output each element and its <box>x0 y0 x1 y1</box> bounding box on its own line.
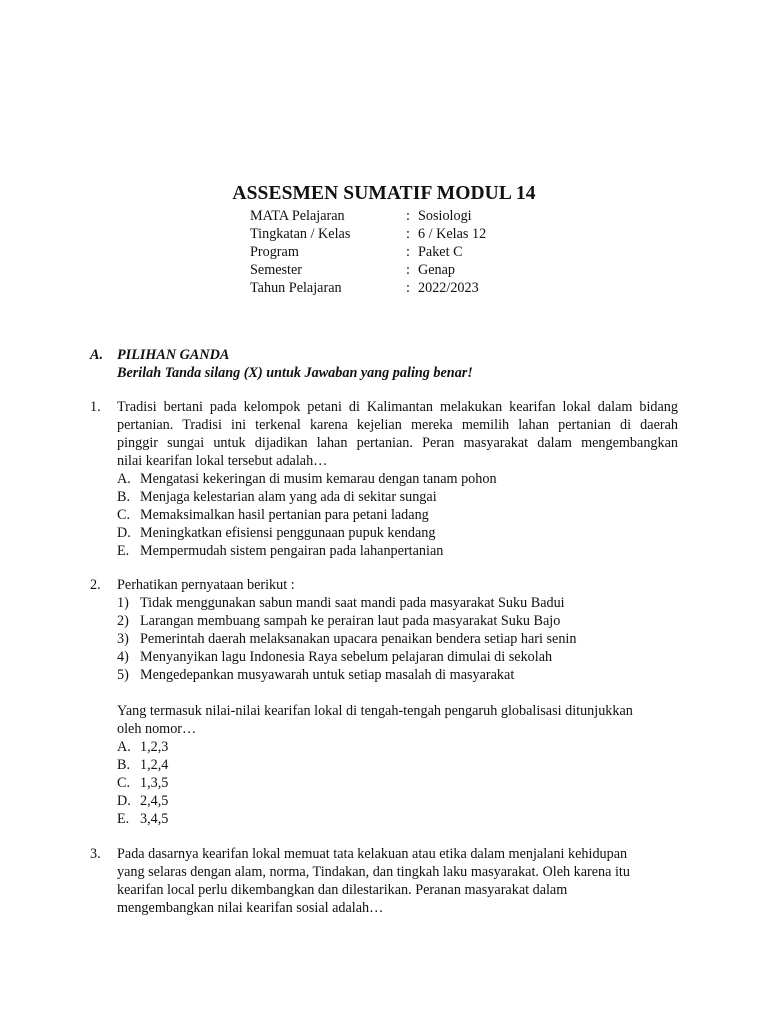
option-text: 3,4,5 <box>140 811 169 827</box>
stem-line: Tradisi bertani pada kelompok petani di Kalimantan melakukan kearifan lokal dalam bidang <box>117 399 678 415</box>
meta-colon: : <box>406 208 410 224</box>
meta-value: Paket C <box>418 244 463 260</box>
statement-text: Pemerintah daerah melaksanakan upacara penaikan bendera setiap hari senin <box>140 631 577 647</box>
option-text: Memaksimalkan hasil pertanian para petani ladang <box>140 507 429 523</box>
answer-option-a[interactable] <box>117 470 678 488</box>
stem-line: Yang termasuk nilai-nilai kearifan lokal di tengah-tengah pengaruh globalisasi ditunjukkan <box>117 703 633 719</box>
stem-line: kearifan local perlu dikembangkan dan dilestarikan. Peranan masyarakat dalam <box>117 882 568 898</box>
option-key: E. <box>117 543 130 559</box>
statement-item <box>117 630 678 648</box>
statement-item <box>117 594 678 612</box>
section-heading <box>90 346 680 364</box>
meta-value: Genap <box>418 262 456 278</box>
question-stem <box>117 702 678 738</box>
section-instruction: Berilah Tanda silang (X) untuk Jawaban yang paling benar! <box>117 365 473 381</box>
meta-label: Tahun Pelajaran <box>250 280 342 296</box>
question-body <box>117 398 678 560</box>
answer-option-c[interactable] <box>117 506 678 524</box>
statement-text: Larangan membuang sampah ke perairan laut pada masyarakat Suku Bajo <box>140 613 561 629</box>
meta-value: Sosiologi <box>418 208 472 224</box>
stem-line: oleh nomor… <box>117 721 197 737</box>
stem-line: Pada dasarnya kearifan lokal memuat tata kelakuan atau etika dalam menjalani kehidupan <box>117 846 628 862</box>
answer-option-a[interactable] <box>117 738 678 756</box>
meta-value: 6 / Kelas 12 <box>418 226 487 242</box>
option-key: B. <box>117 489 131 505</box>
statement-item <box>117 666 678 684</box>
meta-label: MATA Pelajaran <box>250 208 345 224</box>
question-3 <box>90 845 678 917</box>
option-key: D. <box>117 525 131 541</box>
document-title: ASSESMEN SUMATIF MODUL 14 <box>232 183 536 204</box>
question-intro: Perhatikan pernyataan berikut : <box>117 577 295 593</box>
meta-label: Program <box>250 244 299 260</box>
question-2 <box>90 576 678 828</box>
option-text: 1,2,4 <box>140 757 169 773</box>
statement-item <box>117 648 678 666</box>
meta-label: Semester <box>250 262 303 278</box>
question-number: 2. <box>90 577 101 593</box>
option-text: Menjaga kelestarian alam yang ada di sekitar sungai <box>140 489 437 505</box>
meta-colon: : <box>406 244 410 260</box>
option-text: Mempermudah sistem pengairan pada lahanpertanian <box>140 543 444 559</box>
statement-key: 4) <box>117 649 129 665</box>
statement-text: Mengedepankan musyawarah untuk setiap masalah di masyarakat <box>140 667 515 683</box>
option-key: D. <box>117 793 131 809</box>
option-text: 1,2,3 <box>140 739 169 755</box>
question-number: 3. <box>90 846 101 862</box>
spacer <box>117 684 678 702</box>
option-text: Mengatasi kekeringan di musim kemarau dengan tanam pohon <box>140 471 497 487</box>
question-stem <box>117 845 678 917</box>
section-title: PILIHAN GANDA <box>117 347 230 363</box>
question-body <box>117 845 678 917</box>
option-text: Meningkatkan efisiensi penggunaan pupuk kendang <box>140 525 436 541</box>
question-body <box>117 576 678 828</box>
answer-option-d[interactable] <box>117 792 678 810</box>
option-text: 1,3,5 <box>140 775 169 791</box>
section-letter: A. <box>90 347 104 363</box>
meta-colon: : <box>406 262 410 278</box>
option-key: C. <box>117 507 131 523</box>
answer-option-b[interactable] <box>117 756 678 774</box>
statement-key: 2) <box>117 613 129 629</box>
answer-option-d[interactable] <box>117 524 678 542</box>
meta-value: 2022/2023 <box>418 280 479 296</box>
answer-option-e[interactable] <box>117 810 678 828</box>
stem-line: mengembangkan nilai kearifan sosial adalah… <box>117 900 384 916</box>
option-key: A. <box>117 471 131 487</box>
stem-line: pertanian. Tradisi ini terkenal karena kejelian mereka memilih lahan pertanian di daerah <box>117 417 678 433</box>
meta-colon: : <box>406 226 410 242</box>
answer-option-c[interactable] <box>117 774 678 792</box>
statement-item <box>117 612 678 630</box>
stem-line: yang selaras dengan alam, norma, Tindakan, dan tingkah laku masyarakat. Oleh karena itu <box>117 864 630 880</box>
answer-option-b[interactable] <box>117 488 678 506</box>
question-1 <box>90 398 678 560</box>
statement-key: 1) <box>117 595 129 611</box>
statement-text: Tidak menggunakan sabun mandi saat mandi pada masyarakat Suku Badui <box>140 595 565 611</box>
option-text: 2,4,5 <box>140 793 169 809</box>
option-key: B. <box>117 757 131 773</box>
stem-line: pinggir sungai untuk dijadikan lahan pertanian. Peran masyarakat dalam mengembangkan <box>117 435 678 451</box>
section-multiple-choice <box>90 346 680 382</box>
option-key: C. <box>117 775 131 791</box>
statement-text: Menyanyikan lagu Indonesia Raya sebelum pelajaran dimulai di sekolah <box>140 649 553 665</box>
answer-option-e[interactable] <box>117 542 678 560</box>
option-key: A. <box>117 739 131 755</box>
stem-line: nilai kearifan lokal tersebut adalah… <box>117 453 328 469</box>
statement-key: 5) <box>117 667 129 683</box>
question-stem <box>117 398 678 470</box>
question-number: 1. <box>90 399 101 415</box>
option-key: E. <box>117 811 130 827</box>
statement-key: 3) <box>117 631 129 647</box>
meta-colon: : <box>406 280 410 296</box>
meta-label: Tingkatan / Kelas <box>250 226 351 242</box>
